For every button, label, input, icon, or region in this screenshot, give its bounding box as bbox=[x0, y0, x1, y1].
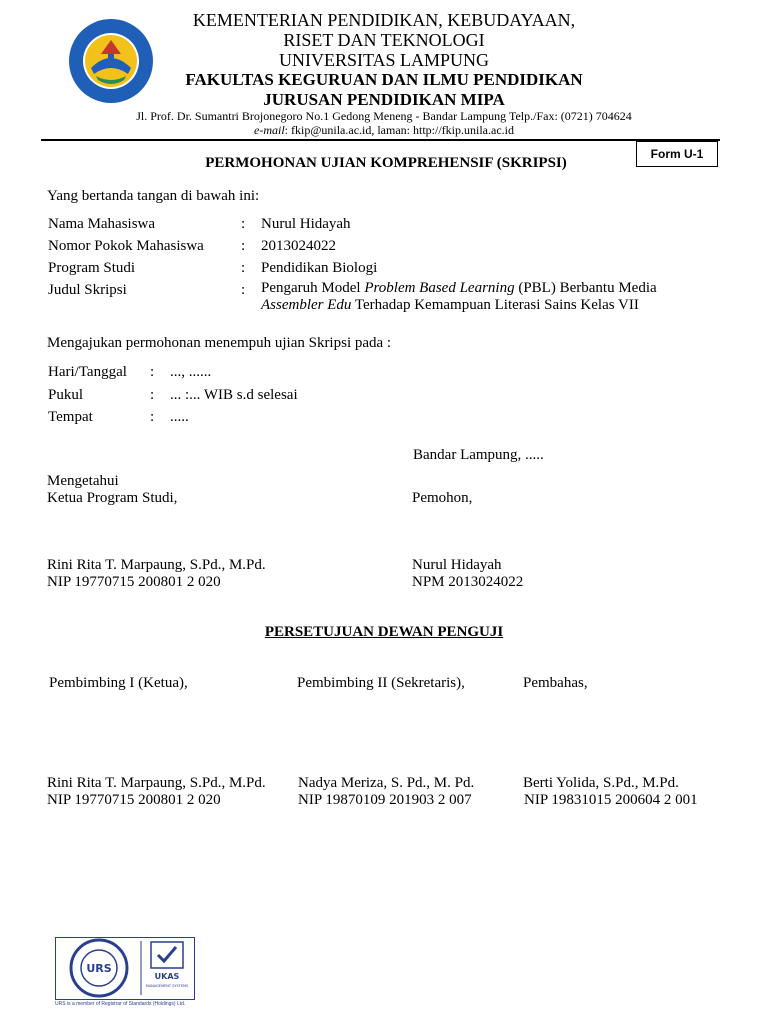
header-divider bbox=[41, 139, 720, 141]
knowing-label: Mengetahui bbox=[47, 473, 119, 489]
approval-title: PERSETUJUAN DEWAN PENGUJI bbox=[264, 624, 504, 640]
place-value: ..... bbox=[170, 409, 189, 425]
ukas-sub-text: MANAGEMENT SYSTEMS bbox=[145, 984, 189, 988]
examiner3-nip: NIP 19831015 200604 2 001 bbox=[524, 792, 698, 808]
examiner3-role: Pembahas, bbox=[523, 675, 588, 691]
contact-line bbox=[254, 123, 514, 137]
thesis-part3: (PBL) Berbantu Media bbox=[514, 280, 657, 296]
document-title: PERMOHONAN UJIAN KOMPREHENSIF (SKRIPSI) bbox=[205, 155, 567, 171]
place-colon: : bbox=[150, 409, 155, 425]
name-label: Nama Mahasiswa bbox=[48, 216, 156, 232]
npm-value: 2013024022 bbox=[261, 238, 336, 254]
examiner1-role: Pembimbing I (Ketua), bbox=[49, 675, 188, 691]
email-label: e-mail bbox=[254, 123, 285, 137]
name-colon: : bbox=[241, 216, 246, 232]
certification-footer: URS is a member of Registrar of Standards (Holdings) Ltd. bbox=[55, 1001, 186, 1007]
thesis-title-line1 bbox=[261, 279, 657, 297]
place-date: Bandar Lampung, ..... bbox=[413, 447, 544, 463]
head-nip: NIP 19770715 200801 2 020 bbox=[47, 574, 221, 590]
thesis-label: Judul Skripsi bbox=[48, 282, 127, 298]
day-colon: : bbox=[150, 364, 155, 380]
department-name: JURUSAN PENDIDIKAN MIPA bbox=[263, 90, 505, 109]
intro-text: Yang bertanda tangan di bawah ini: bbox=[47, 188, 260, 204]
examiner2-nip: NIP 19870109 201903 2 007 bbox=[298, 792, 472, 808]
form-code-box: Form U-1 bbox=[636, 141, 718, 167]
ministry-line1: KEMENTERIAN PENDIDIKAN, KEBUDAYAAN, bbox=[192, 10, 576, 30]
address-line: Jl. Prof. Dr. Sumantri Brojonegoro No.1 Gedong Meneng - Bandar Lampung Telp./Fax: (0721) 704624 bbox=[136, 109, 632, 123]
prodi-label: Program Studi bbox=[48, 260, 136, 276]
urs-mark-text: URS bbox=[86, 962, 112, 975]
university-name: UNIVERSITAS LAMPUNG bbox=[278, 50, 490, 70]
time-label: Pukul bbox=[48, 387, 84, 403]
thesis-title-line2 bbox=[261, 296, 639, 314]
place-label: Tempat bbox=[48, 409, 93, 425]
thesis-part2: Problem Based Learning bbox=[364, 280, 515, 296]
applicant-npm: NPM 2013024022 bbox=[412, 574, 524, 590]
request-text: Mengajukan permohonan menempuh ujian Skripsi pada : bbox=[47, 335, 392, 351]
examiner3-name: Berti Yolida, S.Pd., M.Pd. bbox=[523, 775, 679, 791]
examiner2-name: Nadya Meriza, S. Pd., M. Pd. bbox=[298, 775, 475, 791]
applicant-name: Nurul Hidayah bbox=[412, 557, 502, 573]
examiner2-role: Pembimbing II (Sekretaris), bbox=[297, 675, 465, 691]
head-title: Ketua Program Studi, bbox=[47, 490, 178, 506]
prodi-value: Pendidikan Biologi bbox=[261, 260, 378, 276]
prodi-colon: : bbox=[241, 260, 246, 276]
university-logo-icon bbox=[68, 18, 154, 104]
certification-badge-icon bbox=[55, 937, 195, 1009]
contact-rest: : fkip@unila.ac.id, laman: http://fkip.unila.ac.id bbox=[284, 123, 514, 137]
time-colon: : bbox=[150, 387, 155, 403]
npm-colon: : bbox=[241, 238, 246, 254]
ukas-mark-text: UKAS bbox=[154, 972, 180, 981]
time-value: ... :... WIB s.d selesai bbox=[170, 387, 298, 403]
npm-label: Nomor Pokok Mahasiswa bbox=[48, 238, 204, 254]
head-name: Rini Rita T. Marpaung, S.Pd., M.Pd. bbox=[47, 557, 266, 573]
ministry-line2: RISET DAN TEKNOLOGI bbox=[283, 30, 485, 50]
name-value: Nurul Hidayah bbox=[261, 216, 351, 232]
thesis-colon: : bbox=[241, 282, 246, 298]
thesis-part4: Assembler Edu bbox=[261, 297, 352, 313]
examiner1-name: Rini Rita T. Marpaung, S.Pd., M.Pd. bbox=[47, 775, 266, 791]
faculty-name: FAKULTAS KEGURUAN DAN ILMU PENDIDIKAN bbox=[185, 70, 583, 89]
applicant-title: Pemohon, bbox=[412, 490, 473, 506]
certification-badges bbox=[55, 937, 195, 1009]
day-value: ..., ...... bbox=[170, 364, 212, 380]
thesis-part5: Terhadap Kemampuan Literasi Sains Kelas VII bbox=[351, 297, 639, 313]
examiner1-nip: NIP 19770715 200801 2 020 bbox=[47, 792, 221, 808]
university-logo bbox=[68, 18, 154, 104]
day-label: Hari/Tanggal bbox=[48, 364, 127, 380]
thesis-part1: Pengaruh Model bbox=[261, 280, 365, 296]
